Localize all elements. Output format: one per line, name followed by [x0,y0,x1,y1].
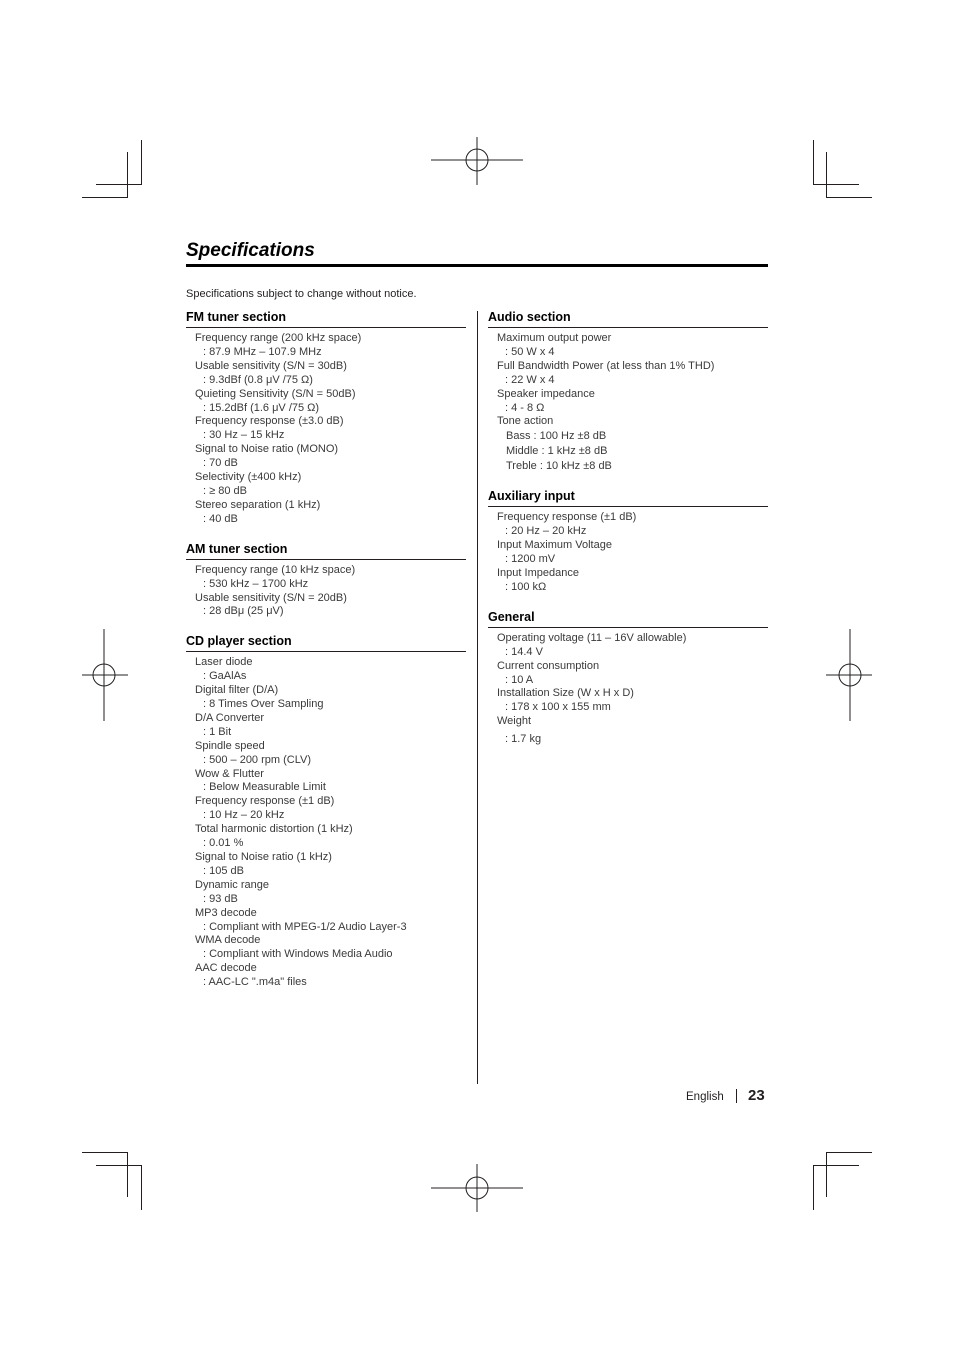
spec-item [195,592,466,620]
spec-label: Weight [497,715,532,728]
spec-value: : 9.3dBf (0.8 μV /75 Ω) [203,373,313,386]
spec-item [195,768,466,796]
spec-label: Maximum output power [497,332,612,344]
section-heading: CD player section [186,633,466,652]
spec-item [195,907,466,935]
change-notice: Specifications subject to change without notice. [186,288,417,300]
section-heading: Audio section [488,309,768,328]
column-divider [477,311,478,1084]
page-number: 23 [748,1087,765,1104]
spec-label: Speaker impedance [497,387,595,400]
spec-label: Selectivity (±400 kHz) [195,471,302,484]
spec-value: : 10 Hz – 20 kHz [203,809,285,822]
spec-value: : 28 dBμ (25 μV) [203,605,284,618]
spec-item [497,715,768,747]
spec-item [497,539,768,567]
spec-label: Signal to Noise ratio (MONO) [195,443,339,456]
spec-item [195,740,466,768]
spec-item [497,567,768,595]
spec-label: Frequency response (±3.0 dB) [195,415,344,428]
registration-mark-top [431,137,523,185]
spec-item [497,511,768,539]
registration-mark-right [826,629,872,721]
spec-label: WMA decode [195,934,261,947]
spec-label: AAC decode [195,962,257,975]
spec-label: Frequency range (200 kHz space) [195,332,362,344]
spec-value: : 178 x 100 x 155 mm [505,701,611,714]
spec-item [195,795,466,823]
spec-value: : 14.4 V [505,645,543,658]
spec-sub-value: Bass : 100 Hz ±8 dB [506,430,607,443]
spec-section [186,541,466,620]
spec-label: Total harmonic distortion (1 kHz) [195,823,353,836]
title-rule [186,264,768,267]
spec-item [195,823,466,851]
spec-item [497,415,768,474]
spec-label: Digital filter (D/A) [195,684,279,697]
section-heading: AM tuner section [186,541,466,560]
spec-label: Operating voltage (11 – 16V allowable) [497,631,687,644]
registration-mark-bottom [431,1164,523,1212]
spec-value: : 500 – 200 rpm (CLV) [203,753,312,766]
spec-item [195,656,466,684]
spec-sub-value: Treble : 10 kHz ±8 dB [506,460,612,473]
spec-value: : 4 - 8 Ω [505,401,545,414]
spec-label: Tone action [497,415,554,428]
spec-label: Frequency response (±1 dB) [497,511,637,524]
spec-value: : ≥ 80 dB [203,484,247,497]
crop-mark-bottom-left-h [82,1152,128,1153]
spec-item [195,360,466,388]
spec-label: Input Maximum Voltage [497,539,612,552]
spec-value: : 1.7 kg [505,733,542,746]
spec-label: Full Bandwidth Power (at less than 1% THD) [497,359,715,372]
spec-item [195,851,466,879]
spec-sub-value: Middle : 1 kHz ±8 dB [506,445,608,458]
crop-mark-top-right-h2 [813,184,859,185]
spec-label: Usable sensitivity (S/N = 30dB) [195,359,347,372]
crop-mark-top-left-h [82,197,128,198]
spec-section [488,488,768,594]
spec-label: Spindle speed [195,739,265,752]
crop-mark-top-right-v [826,152,827,198]
spec-value: : 50 W x 4 [505,345,555,358]
spec-item [497,687,768,715]
spec-item [497,388,768,416]
section-heading: Auxiliary input [488,488,768,507]
spec-value: : 100 kΩ [505,580,547,593]
spec-value: : AAC-LC ".m4a" files [203,976,307,989]
crop-mark-top-right-v2 [813,140,814,185]
spec-value: : Compliant with MPEG-1/2 Audio Layer-3 [203,920,407,933]
spec-value: : 530 kHz – 1700 kHz [203,577,309,590]
footer-separator [736,1089,737,1103]
spec-label: Signal to Noise ratio (1 kHz) [195,851,332,863]
spec-label: Current consumption [497,659,600,672]
spec-section [186,309,466,527]
spec-label: MP3 decode [195,906,257,919]
spec-value: : 10 A [505,673,534,686]
page-title: Specifications [186,240,315,261]
crop-mark-top-left-v2 [141,140,142,185]
crop-mark-top-right-h [826,197,872,198]
crop-mark-bottom-right-h [826,1152,872,1153]
spec-value: : 87.9 MHz – 107.9 MHz [203,345,322,358]
footer-language: English [686,1091,724,1103]
spec-label: Installation Size (W x H x D) [497,687,634,700]
spec-label: D/A Converter [195,711,265,724]
spec-item [195,443,466,471]
spec-value: : 15.2dBf (1.6 μV /75 Ω) [203,401,320,414]
crop-mark-bottom-right-v2 [813,1165,814,1210]
spec-value: : GaAlAs [203,670,247,683]
spec-item [195,499,466,527]
spec-value: : Compliant with Windows Media Audio [203,948,393,961]
spec-value: : 30 Hz – 15 kHz [203,429,285,442]
spec-item [497,660,768,688]
spec-value: : 8 Times Over Sampling [203,698,324,711]
spec-label: Dynamic range [195,878,269,891]
crop-mark-bottom-left-v2 [141,1165,142,1210]
spec-label: Usable sensitivity (S/N = 20dB) [195,591,347,604]
spec-item [195,564,466,592]
registration-mark-left [82,629,128,721]
right-column [488,309,768,761]
spec-value: : 1200 mV [505,553,556,566]
spec-label: Input Impedance [497,566,579,579]
spec-label: Frequency range (10 kHz space) [195,563,356,576]
section-heading: FM tuner section [186,309,466,328]
spec-item [195,684,466,712]
spec-section [488,609,768,747]
spec-value: : 20 Hz – 20 kHz [505,525,587,538]
spec-item [195,332,466,360]
spec-item [195,415,466,443]
spec-item [497,632,768,660]
spec-label: Laser diode [195,656,253,669]
spec-value: : 1 Bit [203,725,232,738]
spec-section [186,633,466,990]
crop-mark-bottom-right-h2 [813,1165,859,1166]
spec-item [195,934,466,962]
left-column [186,309,466,1004]
spec-item [497,332,768,360]
crop-mark-top-left-h2 [96,184,142,185]
spec-section [488,309,768,474]
spec-value: : 70 dB [203,457,238,470]
spec-item [195,388,466,416]
crop-mark-bottom-right-v [826,1152,827,1197]
crop-mark-bottom-left-v [127,1152,128,1197]
spec-value: : Below Measurable Limit [203,781,326,794]
spec-value: : 40 dB [203,512,238,525]
crop-mark-top-left-v [127,152,128,198]
spec-item [195,962,466,990]
crop-mark-bottom-left-h2 [96,1165,142,1166]
spec-item [195,879,466,907]
section-heading: General [488,609,768,628]
spec-label: Stereo separation (1 kHz) [195,498,321,511]
spec-item [195,471,466,499]
spec-value: : 93 dB [203,892,238,905]
spec-label: Wow & Flutter [195,767,264,780]
spec-item [497,360,768,388]
spec-value: : 0.01 % [203,837,244,850]
spec-item [195,712,466,740]
spec-value: : 105 dB [203,864,244,877]
spec-label: Frequency response (±1 dB) [195,795,335,808]
spec-label: Quieting Sensitivity (S/N = 50dB) [195,387,356,400]
spec-value: : 22 W x 4 [505,373,555,386]
